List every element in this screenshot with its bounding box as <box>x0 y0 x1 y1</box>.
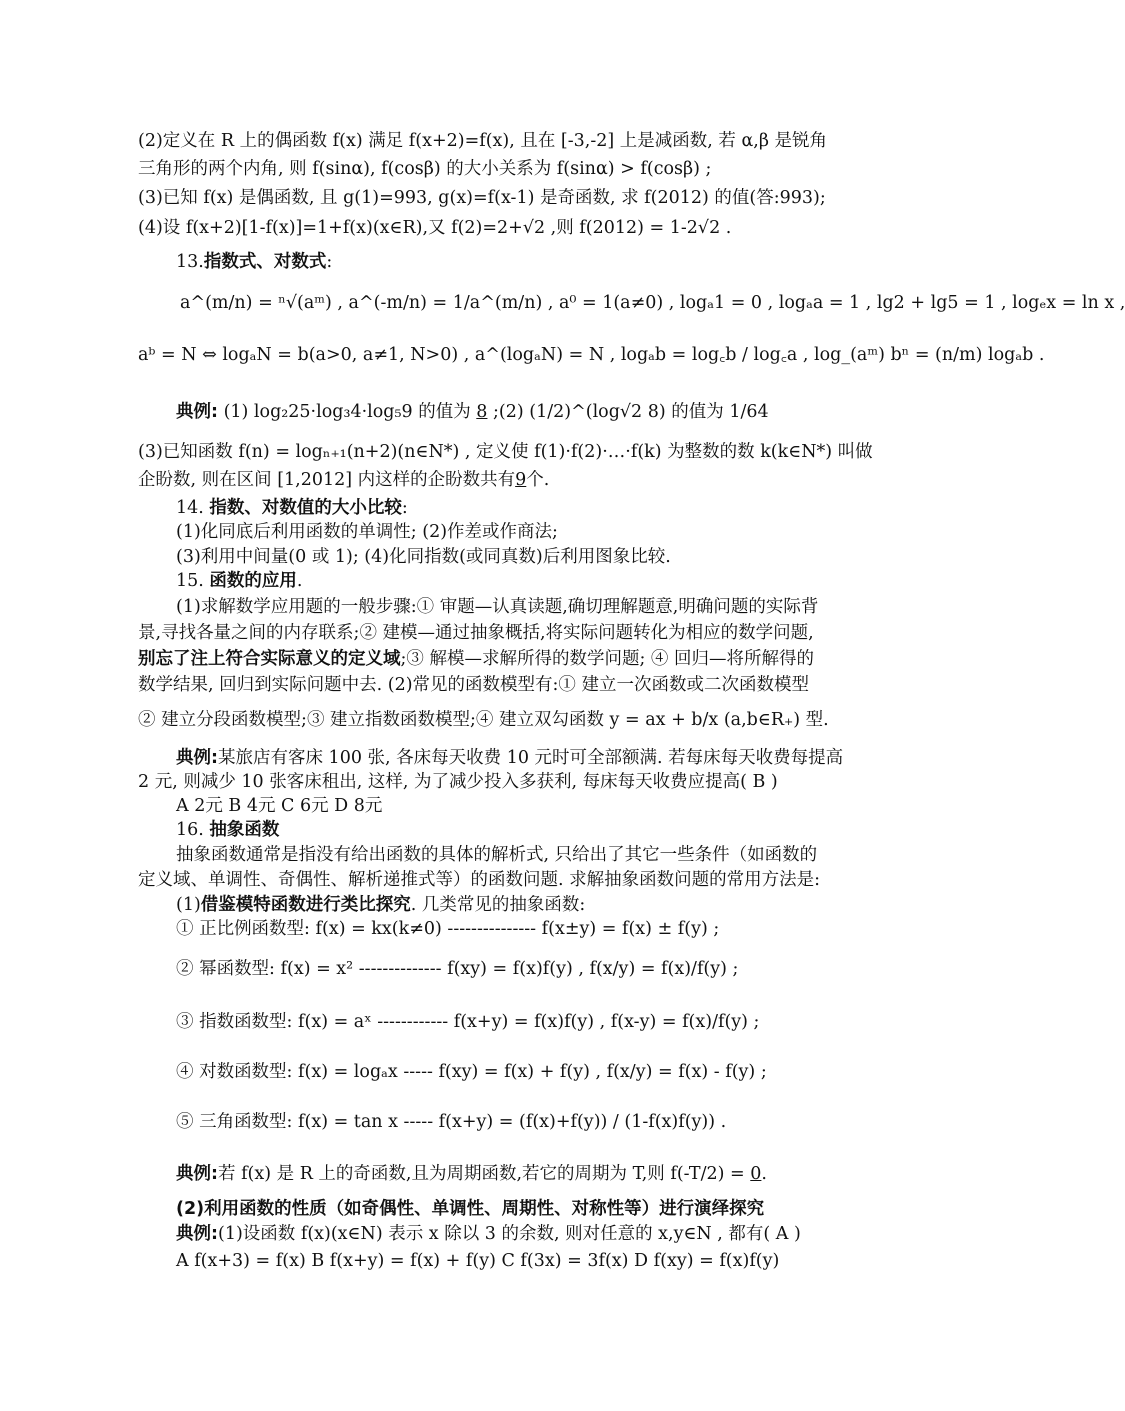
abstract-type-5: ⑤ 三角函数型: f(x) = tan x ----- f(x+y) = (f(x)+f(y)) / (1-f(x)f(y)) . <box>176 1112 727 1132</box>
text: . <box>761 1164 767 1184</box>
line-14-2: (3)利用中间量(0 或 1); (4)化同指数(或同真数)后利用图象比较. <box>176 547 671 567</box>
section-14-number: 14. <box>176 498 204 518</box>
section-15-heading <box>176 569 966 593</box>
emphasis-text: 别忘了注上符合实际意义的定义域 <box>138 649 401 669</box>
line-15-3 <box>138 647 928 671</box>
line-example-13-3-cont <box>138 468 928 492</box>
example-text: 某旅店有客床 100 张, 各床每天收费 10 元时可全部额满. 若每床每天收费每提高 <box>218 748 844 768</box>
abstract-type-4: ④ 对数函数型: f(x) = logₐx ----- f(xy) = f(x) + f(y) , f(x/y) = f(x) - f(y) ; <box>176 1062 767 1082</box>
example-label: 典例: <box>176 402 218 422</box>
example-15 <box>176 746 966 770</box>
section-15-dot: . <box>296 571 303 591</box>
abstract-type-2: ② 幂函数型: f(x) = x² -------------- f(xy) = f(x)f(y) , f(x/y) = f(x)/f(y) ; <box>176 959 739 979</box>
text: ;③ 解模—求解所得的数学问题; ④ 回归—将所解得的 <box>400 649 814 669</box>
answer-blank: 8 <box>476 402 488 422</box>
example-16-1 <box>176 1162 966 1186</box>
section-16-title: 抽象函数 <box>209 820 280 840</box>
line-15-2: 景,寻找各量之间的内存联系;② 建模—通过抽象概括,将实际问题转化为相应的数学问题, <box>138 623 814 643</box>
line-16-method-2: (2)利用函数的性质（如奇偶性、单调性、周期性、对称性等）进行演绎探究 <box>176 1199 765 1219</box>
example-label: 典例: <box>176 1164 218 1184</box>
example-label: 典例: <box>176 1224 218 1244</box>
example-text: 若 f(x) 是 R 上的奇函数,且为周期函数,若它的周期为 T,则 f(-T/2) = <box>218 1164 745 1184</box>
line-example-3: (3)已知 f(x) 是偶函数, 且 g(1)=993, g(x)=f(x-1) 是奇函数, 求 f(2012) 的值(答:993); <box>138 188 826 208</box>
text: . 几类常见的抽象函数: <box>410 895 586 915</box>
line-16-2: 定义域、单调性、奇偶性、解析递推式等）的函数问题. 求解抽象函数问题的常用方法是: <box>138 870 821 890</box>
formula-line-log: aᵇ = N ⇔ logₐN = b(a>0, a≠1, N>0) , a^(logₐN) = N , logₐb = log꜀b / log꜀a , log_(aᵐ) bⁿ = (n/m) logₐb . <box>138 345 1045 365</box>
example-15-options: A 2元 B 4元 C 6元 D 8元 <box>176 796 383 816</box>
example-16-2 <box>176 1222 966 1246</box>
example-16-2-options: A f(x+3) = f(x) B f(x+y) = f(x) + f(y) C f(3x) = 3f(x) D f(xy) = f(x)f(y) <box>176 1251 780 1271</box>
section-13-heading <box>176 250 966 274</box>
line-example-13-3: (3)已知函数 f(n) = logₙ₊₁(n+2)(n∈N*) , 定义使 f(1)·f(2)·…·f(k) 为整数的数 k(k∈N*) 叫做 <box>138 442 873 462</box>
section-15-number: 15. <box>176 571 204 591</box>
formula-line-exponent: a^(m/n) = ⁿ√(aᵐ) , a^(-m/n) = 1/a^(m/n) , a⁰ = 1(a≠0) , logₐ1 = 0 , logₐa = 1 , lg2 + lg5 = 1 , logₑx = ln x , <box>180 293 1125 313</box>
text: 企盼数, 则在区间 [1,2012] 内这样的企盼数共有 <box>138 470 516 490</box>
line-14-1: (1)化同底后利用函数的单调性; (2)作差或作商法; <box>176 522 558 542</box>
emphasis-text: 借鉴模特函数进行类比探究 <box>200 895 411 915</box>
line-example-2: (2)定义在 R 上的偶函数 f(x) 满足 f(x+2)=f(x), 且在 [-3,-2] 上是减函数, 若 α,β 是锐角 <box>138 131 828 151</box>
example-text-mid: ;(2) (1/2)^(log√2 8) 的值为 <box>493 402 724 422</box>
abstract-type-1: ① 正比例函数型: f(x) = kx(k≠0) --------------- f(x±y) = f(x) ± f(y) ; <box>176 919 720 939</box>
example-13-1 <box>176 400 966 424</box>
example-15-cont: 2 元, 则减少 10 张客床租出, 这样, 为了减少投入多获利, 每床每天收费应提高( B ) <box>138 772 778 792</box>
example-text: (1) log₂25·log₃4·log₅9 的值为 <box>223 402 471 422</box>
line-15-1: (1)求解数学应用题的一般步骤:① 审题—认真读题,确切理解题意,明确问题的实际背 <box>176 597 819 617</box>
section-13-number: 13. <box>176 252 204 272</box>
section-14-colon: : <box>401 498 408 518</box>
section-13-colon: : <box>326 252 333 272</box>
section-14-title: 指数、对数值的大小比较 <box>209 498 402 518</box>
answer-blank: 9 <box>515 470 527 490</box>
text: 个. <box>526 470 550 490</box>
line-16-1: 抽象函数通常是指没有给出函数的具体的解析式, 只给出了其它一些条件（如函数的 <box>176 845 818 865</box>
line-15-4: 数学结果, 回归到实际问题中去. (2)常见的函数模型有:① 建立一次函数或二次函数模型 <box>138 675 809 695</box>
abstract-type-3: ③ 指数函数型: f(x) = aˣ ------------ f(x+y) = f(x)f(y) , f(x-y) = f(x)/f(y) ; <box>176 1012 760 1032</box>
section-14-heading <box>176 496 966 520</box>
line-example-2-cont: 三角形的两个内角, 则 f(sinα), f(cosβ) 的大小关系为 f(sinα) > f(cosβ) ; <box>138 159 712 179</box>
section-16-heading <box>176 818 966 842</box>
line-example-4: (4)设 f(x+2)[1-f(x)]=1+f(x)(x∈R),又 f(2)=2+√2 ,则 f(2012) = 1-2√2 . <box>138 218 732 238</box>
line-15-5: ② 建立分段函数模型;③ 建立指数函数模型;④ 建立双勾函数 y = ax + b/x (a,b∈R₊) 型. <box>138 710 829 730</box>
section-13-title: 指数式、对数式 <box>203 252 327 272</box>
answer-blank: 0 <box>750 1164 762 1184</box>
answer-fraction: 1/64 <box>729 402 769 422</box>
line-16-3 <box>176 893 966 917</box>
section-16-number: 16. <box>176 820 204 840</box>
example-text: (1)设函数 f(x)(x∈N) 表示 x 除以 3 的余数, 则对任意的 x,y∈N , 都有( A ) <box>218 1224 801 1244</box>
example-label: 典例: <box>176 748 218 768</box>
section-15-title: 函数的应用 <box>209 571 297 591</box>
text: (1) <box>176 895 201 915</box>
